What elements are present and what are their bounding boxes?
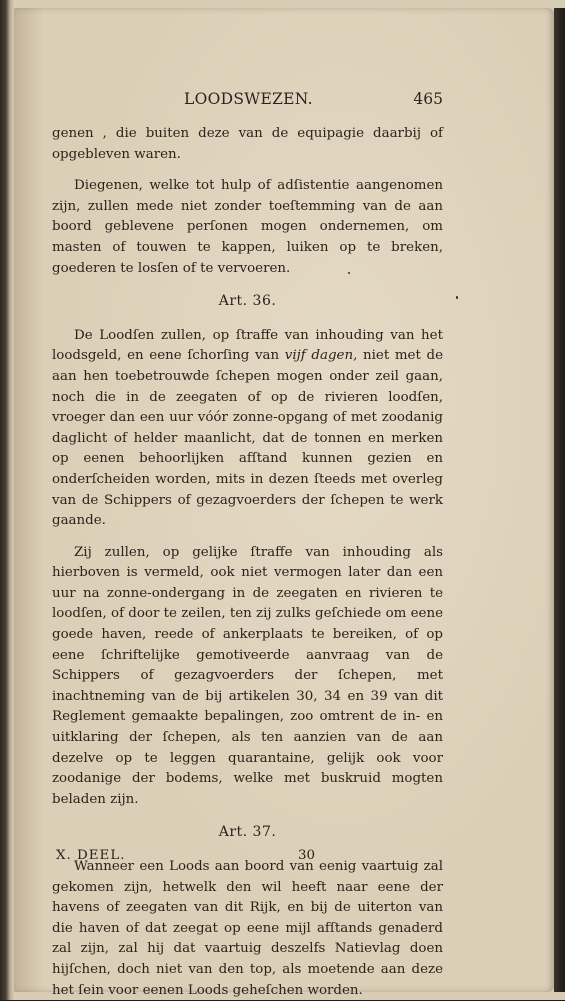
page-footer	[52, 848, 443, 870]
paragraph-diegenen: Diegenen, welke tot hulp of adſistentie aangenomen zijn, zullen mede niet zonder toeſtemming van de aan boord geblevene perſonen mogen ondernemen, om masten of touwen te kappen, luiken op te breken, goederen te losſen of te vervoeren.	[52, 178, 443, 276]
signature-mark: 30	[298, 848, 316, 863]
article-36-paragraph-1	[52, 326, 443, 532]
article-36-emphasis: vijf dagen	[284, 348, 354, 364]
article-36-paragraph-2: Zij zullen, op gelijke ſtraffe van inhouding als hierboven is vermeld, ook niet vermogen later dan een uur na zonne-ondergang in de zeegaten en rivieren te loodſen, of door te zeilen, ten zij zulks geſchiede om eene goede haven, reede of ankerplaats te bereiken, of op eene ſchriftelijke gemotiveerde aanvraag van de Schippers of gezagvoerders der ſchepen, met inachtneming van de bij artikelen 30, 34 en 39 van dit Reglement gemaakte bepalingen, zoo omtrent de in- en uitklaring der ſchepen, als ten aanzien van de aan dezelve op te leggen quarantaine, gelijk ook voor zoodanige der bodems, welke met buskruid mogten beladen zijn.	[52, 544, 443, 807]
page-number: 465	[413, 90, 443, 108]
running-title: LOODSWEZEN.	[184, 90, 313, 108]
ink-speck	[348, 272, 350, 274]
article-36-text-b: , niet met de aan hen toebetrouwde ſchepen mogen onder zeil gaan, noch die in de zeegaten of op de rivieren loodſen, vroeger dan een uur vóór zonne-opgang of met zoodanig daglicht of helder maanlicht, dat de tonnen en merken op eenen behoorlijken afſtand kunnen gezien en onderſcheiden worden, mits in dezen ſteeds met overleg van de Schippers of gezagvoerders der ſchepen te werk gaande.	[52, 348, 443, 529]
page-edge-shadow	[554, 8, 565, 992]
ink-speck	[456, 296, 458, 299]
page-header	[50, 90, 443, 114]
volume-mark: X. DEEL.	[56, 848, 126, 863]
article-37-paragraph-1: Wanneer een Loods aan boord van eenig vaartuig zal gekomen zijn, hetwelk den wil heeft naar eene der havens of zeegaten van dit Rijk, en bij de uiterton van die haven of dat zeegat op eene mijl afſtands genaderd zal zijn, zal hij dat vaartuig deszelfs Natievlag doen hijſchen, doch niet van den top, als moetende aan deze het ſein voor eenen Loods geheſchen worden.	[52, 859, 443, 998]
paragraph-continuation: genen , die buiten deze van de equipagie daarbij of opgebleven waren.	[52, 126, 443, 162]
article-36-text-a: De Loodſen zullen, op ſtraffe van inhouding van het loodsgeld, en eene ſchorſing van	[52, 327, 443, 364]
article-36-heading: Art. 36.	[218, 293, 277, 310]
article-37-heading: Art. 37.	[218, 824, 277, 841]
